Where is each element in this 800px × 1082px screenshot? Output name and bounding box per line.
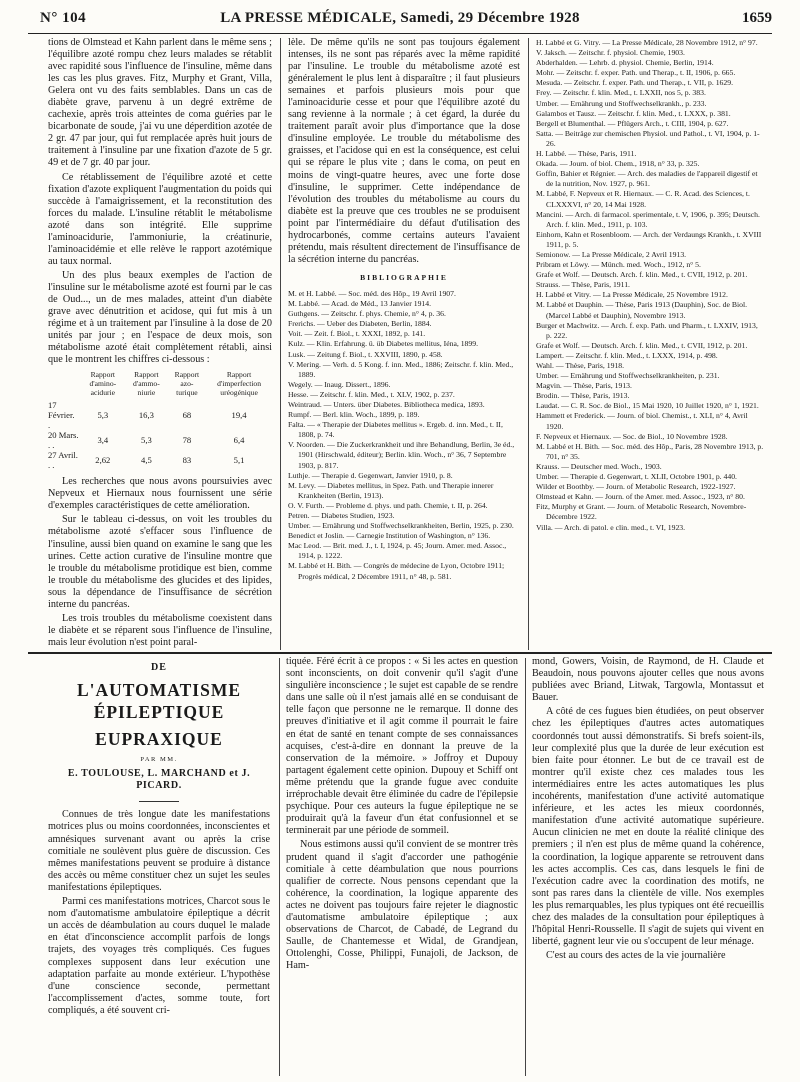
bibliography-entry: Umber. — Ernährung und Stoffwechselkrankheiten, Berlin, 1925, p. 230. (288, 521, 514, 531)
bibliography-entry: Wilder et Boothby. — Journ. of Metabolic Research, 1922-1927. (536, 482, 736, 492)
table-cell: 5,3 (141, 435, 152, 446)
bibliography-list (536, 38, 764, 533)
bibliography-entry: Abderhalden. — Lehrb. d. physiol. Chemie, Berlin, 1914. (536, 58, 714, 68)
bibliography-entry: Strauss. — Thèse, Paris, 1911. (536, 280, 630, 290)
table-row (48, 430, 272, 450)
bibliography-entry: V. Jaksch. — Zeitschr. f. physiol. Chemie, 1903. (536, 48, 685, 58)
bibliography-entry: Grafe et Wolf. — Deutsch. Arch. f. klin. Med., t. CVII, 1912, p. 201. (536, 340, 748, 350)
column-divider (525, 658, 526, 1076)
table-cell: 20 Mars. . . (48, 430, 79, 451)
bibliography-entry: Fitz, Murphy et Grant. — Journ. of Metabolic Research, Novembre-Décembre 1922. (536, 502, 747, 522)
bibliography-entry: Voit. — Zeit. f. Biol., t. XXXI, 1892, p. 141. (288, 329, 426, 339)
bibliography-entry: M. Labbé. — Acad. de Méd., 13 Janvier 1914. (288, 299, 432, 309)
table-header-row (48, 370, 272, 400)
bibliography-entry: Umber. — Ernährung und Stoffwechselkrankh., p. 233. (536, 98, 707, 108)
table-body (48, 400, 272, 470)
bibliography-entry: Frerichs. — Ueber des Diabeten, Berlin, 1884. (288, 319, 432, 329)
bibliography-entry: Mesuda. — Zeitschr. f. exper. Path. und Therap., t. VII, p. 1629. (536, 78, 733, 88)
bibliography-entry: Satta. — Beiträge zur chemischen Physiol. und Pathol., t. VI, 1904, p. 1-26. (536, 128, 760, 148)
header-rule (28, 33, 772, 34)
page-number: 1659 (742, 10, 772, 26)
bibliography-entry: H. Labbé. — Thèse, Paris, 1911. (536, 149, 637, 159)
bibliography-entry: Weintraud. — Unters. über Diabetes. Bibliotheca medica, 1893. (288, 399, 485, 409)
bibliography-entry: Galambos et Tausz. — Zeitschr. f. klin. Med., t. LXXX, p. 381. (536, 108, 731, 118)
bibliography-entry: M. Labbé et Dauphin. — Thèse, Paris 1913 (Dauphin), Soc. de Biol. (Marcel Labbé et Dauphin), Novembre 1913. (536, 300, 748, 320)
bibliography-entry: Burger et Machwitz. — Arch. f. exp. Path. und Pharm., t. LXXIV, 1913, p. 222. (536, 320, 758, 340)
table-cell: 19,4 (231, 410, 247, 421)
bibliography-entry: Wegely. — Inaug. Dissert., 1896. (288, 379, 391, 389)
bibliography-entry: Mohr. — Zeitschr. f. exper. Path. und Therap., t. II, 1906, p. 665. (536, 68, 736, 78)
bibliography-entry: Frey. — Zeitschr. f. klin. Med., t. LXXII, nos 5, p. 383. (536, 88, 706, 98)
bibliography-entry: Mac Leod. — Brit. med. J., t. I, 1924, p. 45; Journ. Amer. med. Assoc., 1914, p. 1222. (288, 541, 507, 561)
bibliography-entry: Umber. — Therapie d. Gegenwart, t. XLII, Octobre 1901, p. 440. (536, 472, 737, 482)
table-cell: 78 (182, 435, 192, 446)
table-cell: 17 Février. . (48, 400, 75, 431)
table-header-cell (48, 370, 81, 400)
paragraph: Ce rétablissement de l'équilibre azoté et cette fixation d'azote expliquent l'augmentation du poids qui succède à l'amaigrissement, et la reconstitution des forces du malade. L'insuline rétablit le métabolisme azoté dans son intégrité. Elle supprime l'aminoacidurie, l'ammoniurie, la créatinurie, l'aminoacidémie et elle relève le rapport azotémique au taux normal. (48, 171, 272, 267)
table-row (48, 400, 272, 430)
article-column-2 (286, 656, 518, 1076)
bibliography-entry: Lampert. — Zeitschr. f. klin. Med., t. LXXX, 1914, p. 498. (536, 350, 718, 360)
bibliography-entry: Umber. — Ernährung und Stoffwechselkrankheiten, p. 231. (536, 371, 720, 381)
paragraph: Nous estimons aussi qu'il convient de se montrer très prudent quand il s'agit d'accorder une pathogénie comitiale à cette déambulation que nous pourrions qualifier de correcte. Nous pensons cependant que la cohérence, la coordination, la logique apparente des actes ne doivent pas toujours faire rejeter le diagnostic d'automatisme ambulatoire épileptique ; aux observations de Charcot, de Cabadé, de Legrand du Saulle, de Chantemesse et Widal, de Grandjean, Ottolenghi, Cosse, Philippi, Funajoli, de Jackson, de Ham- (286, 839, 518, 972)
table-cell: 27 Avril. . . (48, 450, 78, 471)
article-column-1 (48, 656, 270, 1076)
paragraph: Un des plus beaux exemples de l'action de l'insuline sur le métabolisme azoté est fourni par le cas de Oud..., un de mes malades, atteint d'un diabète grave avec dénutrition et acidose, qui fut mis à un régime et à un traitement par l'insuline à la dose de 20 unités par jour ; en l'espace de deux mois, son métabolisme azoté était complètement rétabli, ainsi que le montrent les chiffres ci-dessous : (48, 269, 272, 366)
bibliography-entry: Bergell et Blumenthal. — Pflügers Arch., t. CIII, 1904, p. 627. (536, 118, 729, 128)
table-cell: 5,3 (97, 410, 109, 421)
table-header-cell: Rapport d'ammo-niurie (133, 370, 160, 398)
bibliography-entry: Magvin. — Thèse, Paris, 1913. (536, 381, 632, 391)
paragraph: Sur le tableau ci-dessus, on voit les troubles du métabolisme azoté s'effacer sous l'influence de l'insuline, aussi bien quand on examine le sang que les urines. Cette action curative de l'insuline montre que le trouble du métabolisme protidique est bien, comme le trouble du métabolisme des glucides et des lipides, sous la dépendance de l'insuffisance de sécrétion interne du pancréas. (48, 514, 272, 610)
bibliography-list (288, 289, 520, 582)
section-rule (28, 652, 772, 654)
bibliography-heading: BIBLIOGRAPHIE (360, 272, 448, 282)
table-header-cell: Rapport d'amino-acidurie (89, 370, 117, 398)
table-row (48, 450, 272, 470)
paragraph: tions de Olmstead et Kahn parlent dans le même sens ; l'équilibre azoté rompu chez leurs malades se rétablit avec rapidité sous l'influence de l'insuline, même dans les cas les plus graves. Fitz, Murphy et Grant, Villa, Gelera ont vu des faits semblables. Dans un cas de diabète grave, parvenu à un degré extrême de cachexie, après trois atteintes de coma guéries par le bicarbonate de soude, j'ai vu une déperdition azotée de 2 gr. 47 par jour, qui fut remplacée après huit jours de traitement à l'insuline par une fixation d'azote de 5 gr. 49 et de 7 gr. 40 par jour. (48, 37, 272, 169)
table-header-cell: Rapport azo-turique (174, 370, 200, 398)
bibliography-entry: Benedict et Joslin. — Carnegie Institution of Washington, n° 136. (288, 531, 491, 541)
article-title-line-2: EUPRAXIQUE (95, 729, 223, 750)
bibliography-entry: M. Labbé, F. Nepveux et R. Hiernaux. — C. R. Acad. des Sciences, t. CLXXXVI, n° 20, 14 Mai 1928. (536, 189, 750, 209)
bibliography-entry: Olmstead et Kahn. — Journ. of the Amer. med. Assoc., 1923, n° 80. (536, 492, 745, 502)
paragraph: lèle. De même qu'ils ne sont pas toujours également intenses, ils ne sont pas réparés avec la même rapidité par l'insuline. Le trouble du métabolisme azoté est généralement le plus lent à disparaître ; il faut plusieurs semaines et parfois plusieurs mois pour que l'aminoacidurie cesse et pour que l'équilibre azoté du sang revienne à la normale ; à cet égard, la durée du traitement paraît avoir plus d'importance que la dose d'insuline employée. Le trouble du métabolisme des graisses, et l'acidose qui en est la conséquence, est celui qui se répare le plus vite ; dans le coma, on peut en moins de vingt-quatre heures, avec une forte dose d'insuline, le supprimer. Cette indépendance de l'évolution des troubles du métabolisme au cours du diabète est la preuve que ces troubles ne se produisent point par l'intermédiaire du défaut d'utilisation des hydrocarbonés, comme certains auteurs l'avaient prétendu, mais résultent directement de l'insuffisance de la sécrétion interne du pancréas. (288, 37, 520, 265)
bibliography-entry: Grafe et Wolf. — Deutsch. Arch. f. klin. Med., t. CVII, 1912, p. 201. (536, 270, 748, 280)
bibliography-entry: Hammett et Frederick. — Journ. of biol. Chemist., t. XLI, n° 4, Avril 1920. (536, 411, 748, 431)
table-cell: 3,4 (97, 435, 109, 446)
article-title-line-1: L'AUTOMATISME ÉPILEPTIQUE (76, 680, 242, 723)
bibliography-entry: M. Labbé et H. Bith. — Soc. méd. des Hôp., Paris, 28 Novembre 1913, p. 701, n° 35. (536, 441, 764, 461)
bibliography-entry: H. Labbé et G. Vitry. — La Presse Médicale, 28 Novembre 1912, n° 97. (536, 38, 758, 47)
bibliography-entry: Laudat. — C. R. Soc. de Biol., 15 Mai 1920, 10 Juillet 1920, n° 1, 1921. (536, 401, 759, 411)
bibliography-entry: Villa. — Arch. di patol. e clin. med., t. VI, 1923. (536, 522, 686, 532)
article-column-3 (532, 656, 764, 1076)
bibliography-entry: Lusk. — Zeitung f. Biol., t. XXVIII, 1890, p. 458. (288, 349, 443, 359)
bibliography-entry: Kulz. — Klin. Erfahrung. ü. üb Diabetes mellitus, Iéna, 1899. (288, 339, 479, 349)
article-de: DE (151, 662, 167, 673)
table-cell: 16,3 (138, 410, 154, 421)
paragraph: Les recherches que nous avons poursuivies avec Nepveux et Hiernaux nous fournissent une série d'exemples caractéristiques de cette amélioration. (48, 476, 272, 512)
nitrogen-ratio-table (48, 370, 272, 470)
article-authors: E. TOULOUSE, L. MARCHAND et J. PICARD. (67, 768, 251, 792)
table-cell: 2,62 (95, 455, 111, 466)
bibliography-entry: V. Mering. — Verh. d. 5 Kong. f. inn. Med., 1886; Zeitschr. f. klin. Med., 1889. (288, 359, 514, 379)
bibliography-entry: M. Levy. — Diabetes mellitus, in Spez. Path. und Therapie innerer Krankheiten (Berlin, 1913). (288, 480, 494, 500)
issue-number: N° 104 (40, 10, 87, 26)
bibliography-entry: Luthje. — Therapie d. Gegenwart, Janvier 1910, p. 8. (288, 470, 453, 480)
upper-column-3 (536, 38, 764, 650)
column-divider (528, 38, 529, 650)
journal-title: LA PRESSE MÉDICALE, Samedi, 29 Décembre 1928 (220, 10, 580, 26)
table-cell: 83 (182, 455, 192, 466)
page-header (28, 6, 772, 32)
paragraph: Les trois troubles du métabolisme coexistent dans le diabète et se réparent sous l'influence de l'insuline, mais leur évolution n'est point paral- (48, 612, 272, 648)
bibliography-entry: O. V. Furth. — Probleme d. phys. und path. Chemie, t. II, p. 264. (288, 500, 488, 510)
article-par: PAR MM. (140, 756, 178, 764)
bibliography-entry: Krauss. — Deutscher med. Woch., 1903. (536, 461, 662, 471)
bibliography-entry: V. Noorden. — Die Zuckerkrankheit und ihre Behandlung, Berlin, 3e éd., 1901 (Hirschwald, éditeur); Berlin. klin. Woch., n° 36, 7 Septembre 1903, p. 817. (288, 440, 515, 470)
column-divider (280, 38, 281, 650)
paragraph: A côté de ces fugues bien étudiées, on peut observer chez les épileptiques d'autres actes automatiques coordonnés tout aussi démonstratifs. Si brefs soient-ils, leur complexité plus que la durée de leur exécution est bien faite pour étonner. Le but de ce travail est de montrer qu'il existe chez ces malades tous les intermédiaires entre les actes automatiques les plus incohérents, manifestation d'une activité automatique inférieure, et les actes les mieux coordonnés, manifestation d'une activité automatique supérieure. Aucun clinicien ne met en doute la réalité clinique des premiers ; il n'en est plus de même quand la cohérence, la coordination, la logique apparente se retrouvent dans les actes accomplis. Ces cas, dans lesquels le fini de l'exécution cadre avec la coordination des motifs, ne sont pas rares dans la clientèle de ville. Nos exemples les plus remarquables, les plus typiques ont été recueillis chez des malades de la consultation pour épileptiques à l'hôpital Henri-Rousselle. Il s'agit de sujets qui vivent en liberté, gagnent leur vie ou s'occupent de leur ménage. (532, 706, 764, 948)
table-cell: 4,5 (141, 455, 152, 466)
column-divider (279, 658, 280, 1076)
bibliography-entry: Wahl. — Thèse, Paris, 1918. (536, 361, 625, 370)
bibliography-entry: Mancini. — Arch. di farmacol. sperimentale, t. V, 1906, p. 395; Deutsch. Arch. f. klin. Med., 1911, p. 103. (536, 209, 760, 229)
bibliography-entry: Hesse. — Zeitschr. f. klin. Med., t. XLV, 1902, p. 237. (288, 389, 455, 399)
paragraph: Parmi ces manifestations motrices, Charcot sous le nom d'automatisme ambulatoire épileptique a décrit un accès de déambulation au cours duquel le malade en état d'inconscience accomplit parfois de longs trajets, des voyages très compliqués. Ces fugues complexes supposent dans leur exécution une adaptation parfaite au monde extérieur. L'hypothèse d'une conscience seconde, permettant l'accomplissement d'actes, somme toute, fort compliqués, a été souvent cri- (48, 896, 270, 1016)
paragraph: tiquée. Féré écrit à ce propos : « Si les actes en question sont inconscients, on doit convenir qu'il s'agit d'une singulière inconscience ; le sujet est capable de se rendre dans une salle où il n'est jamais allé en se conduisant de telle façon que personne ne le remarque. Il donne des preuves d'initiative et il agit comme il pourrait le faire en état de santé en tenant compte de ses connaissances acquises, c'est-à-dire en donnant la preuve de la conservation de la mémoire. » Joffroy et Dupouy partagent également cette opinion. Dupouy et Schiff ont même prétendu que la grande fugue avec conduite irréprochable devait être éliminée du cadre de l'épilepsie psychique. Pour ces auteurs la fugue épileptique ne se produirait qu'à la faveur d'un état confusionnel et se terminerait par une période de sommeil. (286, 656, 518, 837)
bibliography-entry: Okada. — Journ. of biol. Chem., 1918, n° 33, p. 325. (536, 159, 700, 169)
bibliography-entry: M. Labbé et H. Bith. — Congrès de médecine de Lyon, Octobre 1911; Progrès médical, 2 Décembre 1911, n° 48, p. 581. (288, 561, 505, 581)
bibliography-entry: Petren. — Diabetes Studien, 1923. (288, 511, 395, 520)
table-cell: 5,1 (233, 455, 245, 466)
bibliography-entry: F. Nepveux et Hiernaux. — Soc. de Biol., 10 Novembre 1928. (536, 431, 728, 441)
title-divider (139, 801, 179, 802)
bibliography-entry: Falta. — « Therapie der Diabetes mellitus ». Ergeb. d. inn. Med., t. II, 1808, p. 74. (288, 420, 503, 440)
paragraph: C'est au cours des actes de la vie journalière (546, 950, 726, 962)
bibliography-entry: Goffin, Bahier et Régnier. — Arch. des maladies de l'appareil digestif et de la nutrition, Nov. 1927, p. 961. (536, 169, 758, 189)
paragraph: mond, Gowers, Voisin, de Raymond, de H. Claude et Beaudoin, nous pouvons ajouter celles que nous avons publiées avec Briand, Litwak, Targowla, Montassut et Bauer. (532, 656, 764, 704)
table-header-cell: Rapport d'imperfection uréogénique (217, 370, 262, 398)
bibliography-entry: Brodin. — Thèse, Paris, 1913. (536, 391, 630, 401)
bibliography-entry: Guthgens. — Zeitschr. f. phys. Chemie, n° 4, p. 36. (288, 309, 446, 319)
paragraph: Connues de très longue date les manifestations motrices plus ou moins coordonnées, inconscientes et amnésiques survenant avant ou après la crise comitiale ne soulèvent plus guère de discussion. Ces mêmes manifestations peuvent se produire à distance des accès ou même constituer chez un sujet les seules manifestations épileptiques. (48, 809, 270, 893)
table-cell: 6,4 (233, 435, 245, 446)
bibliography-entry: M. et H. Labbé. — Soc. méd. des Hôp., 19 Avril 1907. (288, 288, 456, 298)
bibliography-entry: Pribram et Löwy. — Münch. med. Woch., 1912, n° 5. (536, 260, 701, 270)
bibliography-entry: H. Labbé et Vitry. — La Presse Médicale, 25 Novembre 1912. (536, 290, 728, 300)
table-cell: 68 (182, 410, 192, 421)
upper-column-2 (288, 37, 520, 649)
upper-column-1 (48, 37, 272, 687)
bibliography-entry: Semionow. — La Presse Médicale, 2 Avril 1913. (536, 249, 687, 259)
bibliography-entry: Rumpf. — Berl. klin. Woch., 1899, p. 189. (288, 410, 420, 420)
bibliography-entry: Einhorn, Kahn et Rosenbloom. — Arch. der Verdaungs Krankh., t. XVIII 1911, p. 5. (536, 229, 762, 249)
